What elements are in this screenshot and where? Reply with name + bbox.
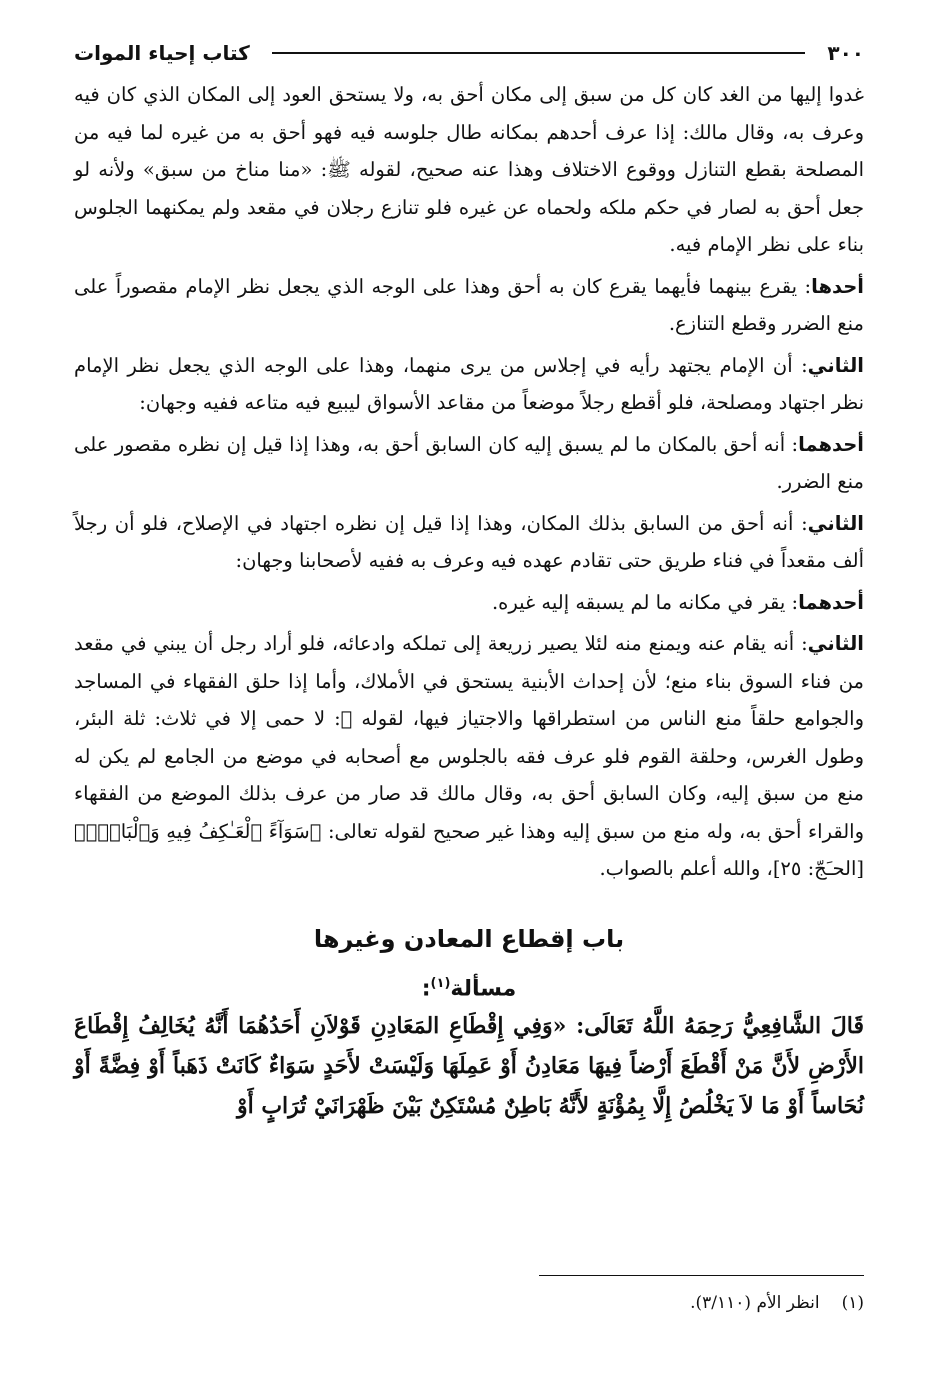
paragraph (74, 268, 864, 343)
paragraph-text: : أنه أحق من السابق بذلك المكان، وهذا إذا قيل إن نظره اجتهاد في الإصلاح، فلو أن رجلاً ألف مقعداً في فناء طريق حتى تقادم عهده فيه وعرف به ففيه لأصحابنا وجهان: (74, 511, 864, 572)
footnote-number: (١) (841, 1293, 864, 1313)
paragraph-text: : أنه يقام عنه ويمنع منه لئلا يصير زريعة إلى تملكه وادعائه، فلو أراد رجل أن يبني في مقعد من فناء السوق بناء منع؛ لأن إحداث الأبنية يستحق في الأملاك، وأما إذا حلق الفقهاء في المساجد والجوامع حلقاً منع الناس من استطراقها والاجتياز فيها، لقوله ﷺ: لا حمى إلا في ثلاث: ثلة البئر، وطول الغرس، وحلقة القوم فلو عرف فقه بالجلوس مع أصحابه في موضع من الجامع لم يكن له منع من سبق إليه، وكان السابق أحق به، وقال مالك قد صار من عرف بذلك الموضع من الفقهاء والقراء أحق به، وله منع من سبق إليه وهذا غير صحيح لقوله تعالى: ﴿سَوَآءً ٱلْعَـٰكِفُ فِيهِ وَٱلْبَادِۚ﴾ [الحـَجّ: ٢٥]، والله أعلم بالصواب. (74, 632, 864, 880)
book-title: كتاب إحياء الموات (74, 41, 250, 65)
document-page (74, 30, 864, 1313)
paragraph-text: غدوا إليها من الغد كان كل من سبق إلى مكان أحق به، ولا يستحق العود إلى المكان الذي كان فيه وعرف به، وقال مالك: إذا عرف أحدهم بمكانه طال جلوسه فيه فهو أحق به من غيره لما فيه من المصلحة بقطع التنازل ووقوع الاختلاف وهذا عنه صحيح، لقوله ﷺ: «منا مناخ من سبق» ولأنه لو جعل أحق به لصار في حكم ملكه ولحماه عن غيره فلو تنازع رجلان في مقعد ولم يمكنهما الجلوس بناء على نظر الإمام فيه. (74, 83, 864, 256)
running-header (74, 30, 864, 76)
paragraph-lead: الثاني (807, 632, 864, 655)
paragraph-text: : يقر في مكانه ما لم يسبقه إليه غيره. (491, 590, 799, 614)
paragraph-lead: الثاني (807, 511, 864, 535)
paragraph-lead: أحدهما (798, 590, 864, 614)
paragraph (74, 426, 864, 501)
paragraph-lead: أحدها (811, 274, 864, 298)
paragraph (74, 76, 864, 264)
masala-heading (74, 962, 864, 1006)
paragraph-text: : أن الإمام يجتهد رأيه في إجلاس من يرى منهما، وهذا على الوجه الذي يجعل نظر الإمام نظر اجتهاد ومصلحة، فلو أقطع رجلاً موضعاً من مقاعد الأسواق ليبيع فيه متاعه ففيه وجهان: (74, 353, 864, 414)
chapter-title: باب إقطاع المعادن وغيرها (313, 924, 625, 953)
footnote-ref[interactable]: (١) (430, 975, 451, 991)
paragraph-text: : يقرع بينهما فأيهما يقرع كان به أحق وهذا على الوجه الذي يجعل نظر الإمام مقصوراً على منع الضرر وقطع التنازع. (74, 274, 864, 335)
footnote-rule (539, 1275, 864, 1276)
footnote (690, 1290, 864, 1316)
page-number: ٣٠٠ (827, 41, 864, 65)
paragraph (74, 625, 864, 888)
paragraph (74, 505, 864, 580)
paragraph (74, 584, 864, 622)
paragraph-text: : أنه أحق بالمكان ما لم يسبق إليه كان السابق أحق به، وهذا إذا قيل إن نظره مقصور على منع الضرر. (74, 432, 864, 493)
paragraph (74, 347, 864, 422)
masala-suffix: : (421, 975, 431, 1001)
shafii-quote: قَالَ الشَّافِعِيُّ رَحِمَهُ اللَّهُ تَعَالَى: «وَفِي إِقْطَاعِ المَعَادِنِ قَوْلاَنِ أَحَدُهُمَا أَنَّهُ يُخَالِفُ إِقْطَاعَ الأَرْضِ لأَنَّ مَنْ أَقْطَعَ أَرْضاً فِيهَا مَعَادِنُ أَوْ عَمِلَهَا وَلَيْسَتْ لأَحَدٍ سَوَاءٌ كَانَتْ ذَهَباً أَوْ فِضَّةً أَوْ نُحَاساً أَوْ مَا لاَ يَخْلُصُ إِلَّا بِمُؤْنَةٍ لأَنَّهُ بَاطِنٌ مُسْتَكِنٌ بَيْنَ ظَهْرَانَيْ تُرَابٍ أَوْ (74, 1012, 864, 1119)
footnote-text: انظر الأم (٣/١١٠). (690, 1293, 820, 1313)
masala-label: مسألة (450, 975, 517, 1001)
header-rule (272, 52, 806, 54)
paragraph-lead: الثاني (807, 353, 864, 377)
paragraph-lead: أحدهما (798, 432, 864, 456)
